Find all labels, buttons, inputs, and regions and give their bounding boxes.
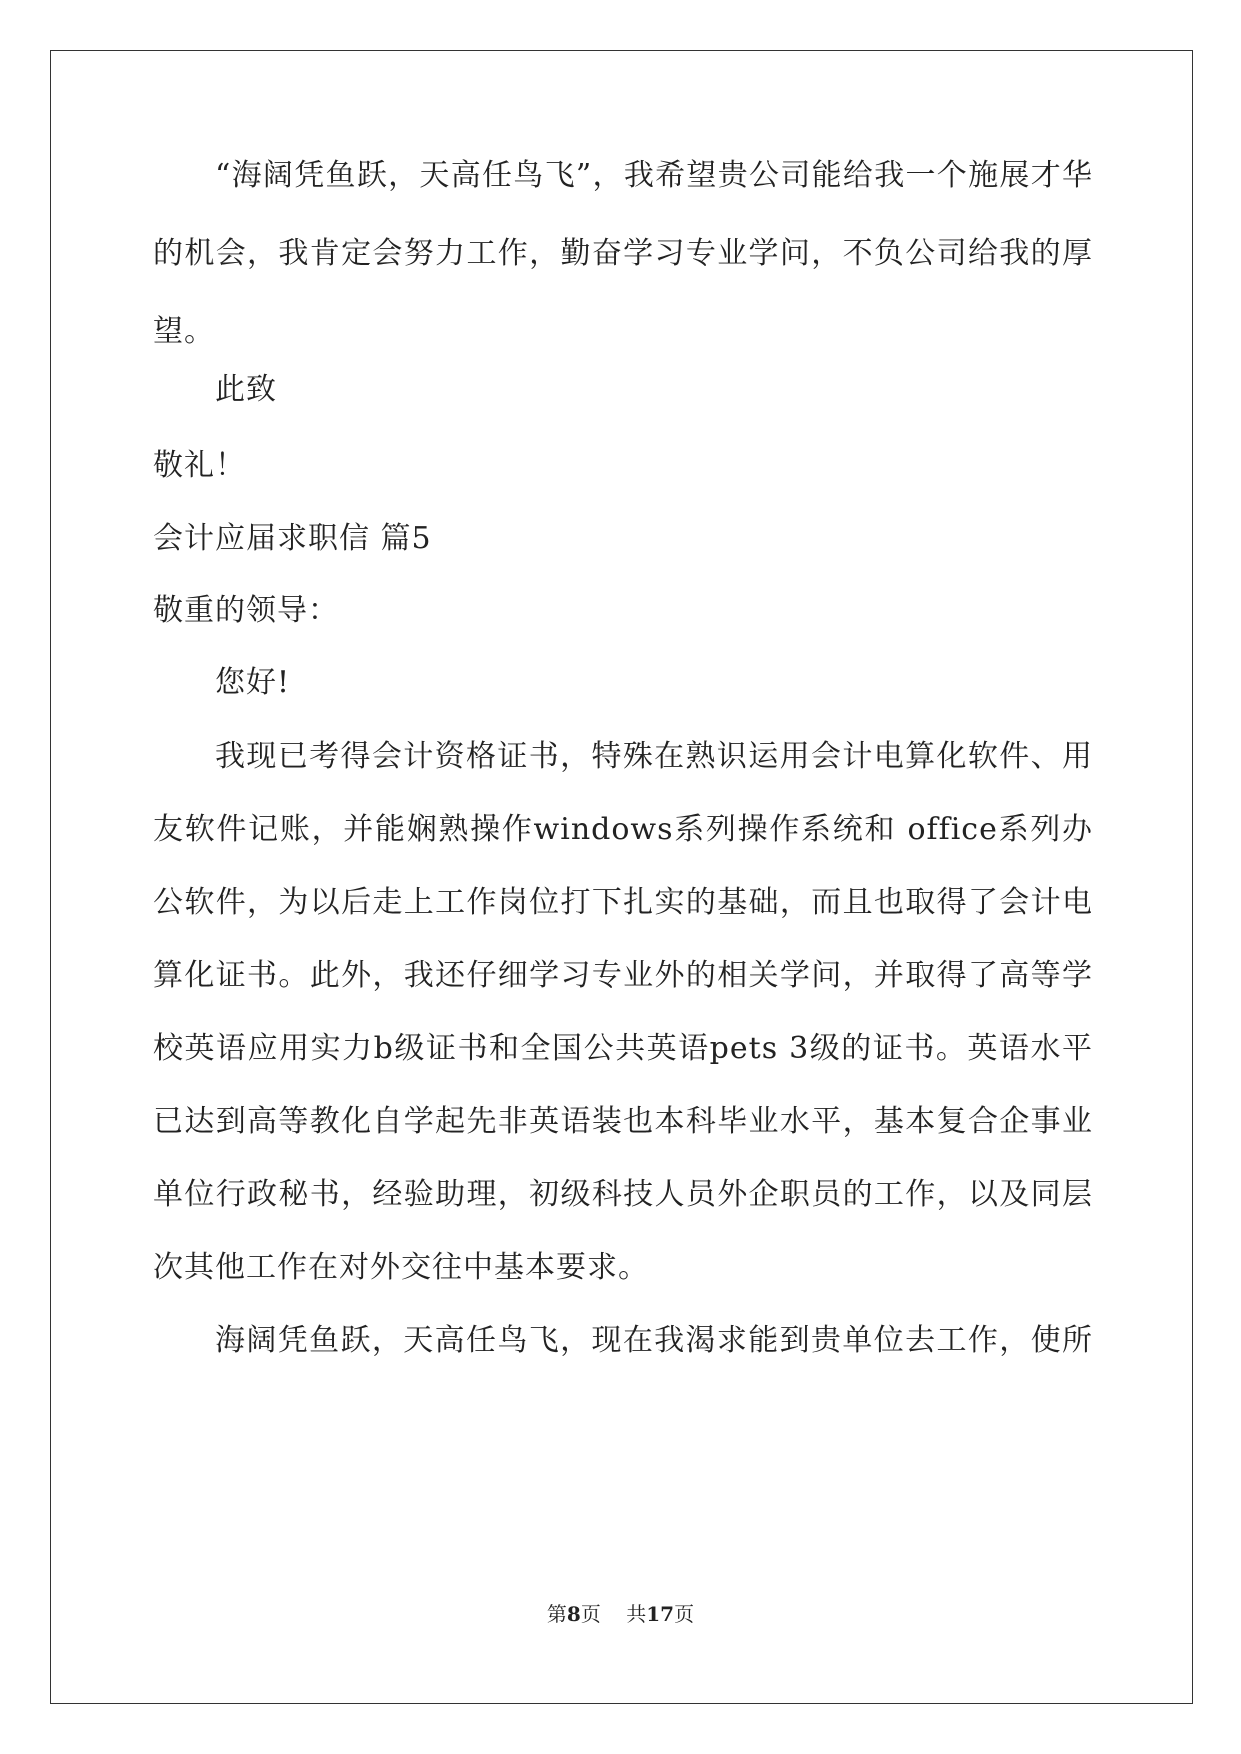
section-heading: 会计应届求职信 篇5 — [153, 521, 432, 556]
page-suffix: 页 — [580, 1602, 601, 1626]
paragraph-line: 已达到高等教化自学起先非英语装也本科毕业水平，基本复合企事业 — [153, 1104, 1093, 1139]
paragraph-line: 我现已考得会计资格证书，特殊在熟识运用会计电算化软件、用 — [215, 739, 1093, 774]
closing-salutation: 此致 — [215, 372, 277, 407]
paragraph-line: “海阔凭鱼跃，天高任鸟飞”，我希望贵公司能给我一个施展才华 — [215, 158, 1093, 193]
paragraph-line: 单位行政秘书，经验助理，初级科技人员外企职员的工作，以及同层 — [153, 1177, 1093, 1212]
page-footer — [0, 1601, 1241, 1627]
closing-regards: 敬礼！ — [153, 448, 246, 483]
page-number: 8 — [566, 1602, 581, 1626]
paragraph-line: 校英语应用实力b级证书和全国公共英语pets 3级的证书。英语水平 — [153, 1031, 1093, 1066]
paragraph-line: 海阔凭鱼跃，天高任鸟飞，现在我渴求能到贵单位去工作，使所 — [215, 1323, 1093, 1358]
page-border — [50, 50, 1193, 1704]
paragraph-line: 公软件，为以后走上工作岗位打下扎实的基础，而且也取得了会计电 — [153, 885, 1093, 920]
paragraph-line: 算化证书。此外，我还仔细学习专业外的相关学问，并取得了高等学 — [153, 958, 1093, 993]
greeting: 您好! — [215, 665, 291, 700]
paragraph-line: 次其他工作在对外交往中基本要求。 — [153, 1250, 649, 1285]
total-pages: 17 — [646, 1602, 675, 1626]
paragraph-line: 友软件记账，并能娴熟操作windows系列操作系统和 office系列办 — [153, 812, 1093, 847]
page-prefix: 第 — [546, 1602, 567, 1626]
total-suffix: 页 — [674, 1602, 695, 1626]
paragraph-line: 望。 — [153, 314, 215, 349]
paragraph-line: 的机会，我肯定会努力工作，勤奋学习专业学问，不负公司给我的厚 — [153, 236, 1093, 271]
total-prefix: 共 — [626, 1602, 647, 1626]
greeting-addressee: 敬重的领导： — [153, 593, 339, 628]
